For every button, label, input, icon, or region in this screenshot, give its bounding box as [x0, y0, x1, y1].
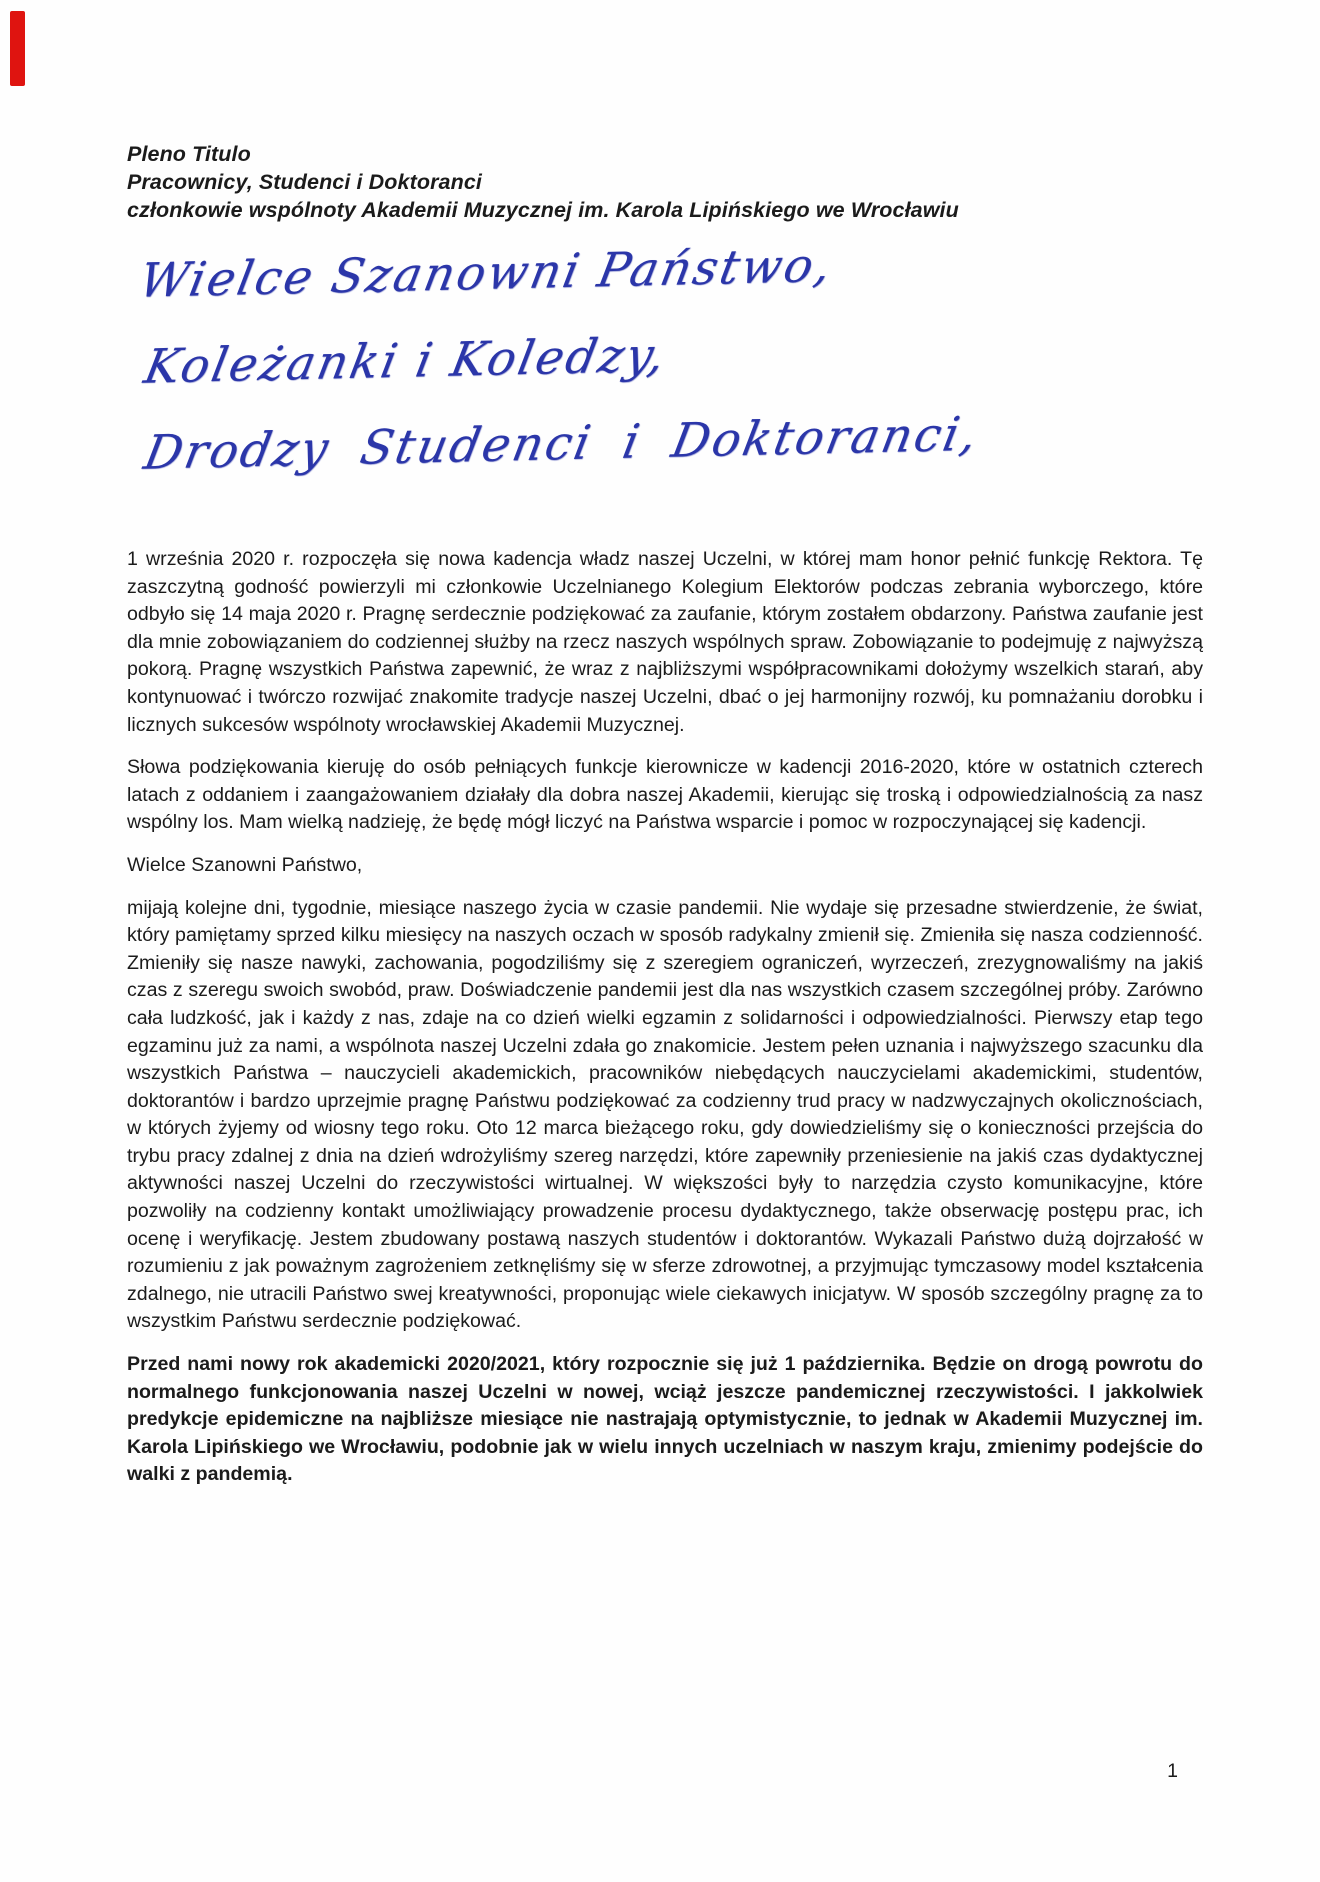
letter-body	[127, 546, 1203, 1489]
page-number: 1	[1167, 1760, 1178, 1782]
paragraph-thanks-previous-term: Słowa podziękowania kieruję do osób pełniących funkcje kierownicze w kadencji 2016-2020, które w ostatnich czterech latach z oddaniem i zaangażowaniem działały dla dobra naszej Akademii, kierując się troską i odpowiedzialnością za nasz wspólny los. Mam wielką nadzieję, że będę mógł liczyć na Państwa wsparcie i pomoc w rozpoczynającej się kadencji.	[127, 756, 1203, 834]
letter-content	[127, 140, 1203, 1504]
handwritten-greeting-line-3: Drodzy Studenci i Doktoranci,	[139, 406, 984, 481]
addressee-line-pleno-titulo: Pleno Titulo	[127, 142, 251, 166]
handwritten-greeting-line-2: Koleżanki i Koledzy,	[139, 327, 672, 395]
handwritten-greeting-block	[127, 230, 1209, 512]
salutation-line: Wielce Szanowni Państwo,	[127, 853, 363, 876]
paragraph-pandemic-experience: mijają kolejne dni, tygodnie, miesiące naszego życia w czasie pandemii. Nie wydaje się przesadne stwierdzenie, że świat, który pamiętamy sprzed kilku miesięcy na naszych oczach w sposób radykalny zmienił się. Zmieniła się nasza codzienność. Zmieniły się nasze nawyki, zachowania, pogodziliśmy się z szeregiem ograniczeń, wyrzeczeń, zrezygnowaliśmy na jakiś czas z szeregu swoich swobód, praw. Doświadczenie pandemii jest dla nas wszystkich czasem szczególnej próby. Zarówno cała ludzkość, jak i każdy z nas, zdaje na co dzień wielki egzamin z solidarności i odpowiedzialności. Pierwszy etap tego egzaminu już za nami, a wspólnota naszej Uczelni zdała go znakomicie. Jestem pełen uznania i najwyższego szacunku dla wszystkich Państwa – nauczycieli akademickich, pracowników niebędących nauczycielami akademickimi, studentów, doktorantów i bardzo uprzejmie pragnę Państwu podziękować za codzienny trud pracy w nadzwyczajnych okolicznościach, w których żyjemy od wiosny tego roku. Oto 12 marca bieżącego roku, gdy dowiedzieliśmy się o konieczności przejścia do trybu pracy zdalnej z dnia na dzień wdrożyliśmy szereg narzędzi, które zapewniły przeniesienie na jakiś czas dydaktycznej aktywności naszej Uczelni do rzeczywistości wirtualnej. W większości były to narzędzia czysto komunikacyjne, które pozwoliły na codzienny kontakt umożliwiający prowadzenie procesu dydaktycznego, także obserwację postępu prac, ich ocenę i weryfikację. Jestem zbudowany postawą naszych studentów i doktorantów. Wykazali Państwo dużą dojrzałość w rozumieniu z jak poważnym zagrożeniem zetknęliśmy się w sferze zdrowotnej, a przyjmując tymczasowy model kształcenia zdalnego, nie utracili Państwo swej kreatywności, proponując wiele ciekawych inicjatyw. W sposób szczególny pragnę za to wszystkim Państwu serdecznie podziękować.	[127, 896, 1203, 1333]
paragraph-new-academic-year-bold: Przed nami nowy rok akademicki 2020/2021, który rozpocznie się już 1 października. Będzie on drogą powrotu do normalnego funkcjonowania naszej Uczelni w nowej, wciąż jeszcze pandemicznej rzeczywistości. I jakkolwiek predykcje epidemiczne na najbliższe miesiące nie nastrajają optymistycznie, to jednak w Akademii Muzycznej im. Karola Lipińskiego we Wrocławiu, podobnie jak w wielu innych uczelniach w naszym kraju, zmienimy podejście do walki z pandemią.	[127, 1353, 1203, 1486]
letter-addressee-block	[127, 140, 1203, 224]
handwritten-greeting-line-1: Wielce Szanowni Państwo,	[134, 237, 838, 309]
paragraph-new-term: 1 września 2020 r. rozpoczęła się nowa kadencja władz naszej Uczelni, w której mam honor pełnić funkcję Rektora. Tę zaszczytną godność powierzyli mi członkowie Uczelnianego Kolegium Elektorów podczas zebrania wyborczego, które odbyło się 14 maja 2020 r. Pragnę serdecznie podziękować za zaufanie, którym zostałem obdarzony. Państwa zaufanie jest dla mnie zobowiązaniem do codziennej służby na rzecz naszych wspólnych spraw. Zobowiązanie to podejmuję z najwyższą pokorą. Pragnę wszystkich Państwa zapewnić, że wraz z najbliższymi współpracownikami dołożymy wszelkich starań, aby kontynuować i twórczo rozwijać znakomite tradycje naszej Uczelni, dbać o jej harmonijny rozwój, ku pomnażaniu dorobku i licznych sukcesów wspólnoty wrocławskiej Akademii Muzycznej.	[127, 548, 1203, 736]
addressee-line-czlonkowie: członkowie wspólnoty Akademii Muzycznej im. Karola Lipińskiego we Wrocławiu	[127, 198, 959, 222]
addressee-line-pracownicy: Pracownicy, Studenci i Doktoranci	[127, 170, 482, 194]
scan-red-edge-mark	[10, 11, 25, 86]
